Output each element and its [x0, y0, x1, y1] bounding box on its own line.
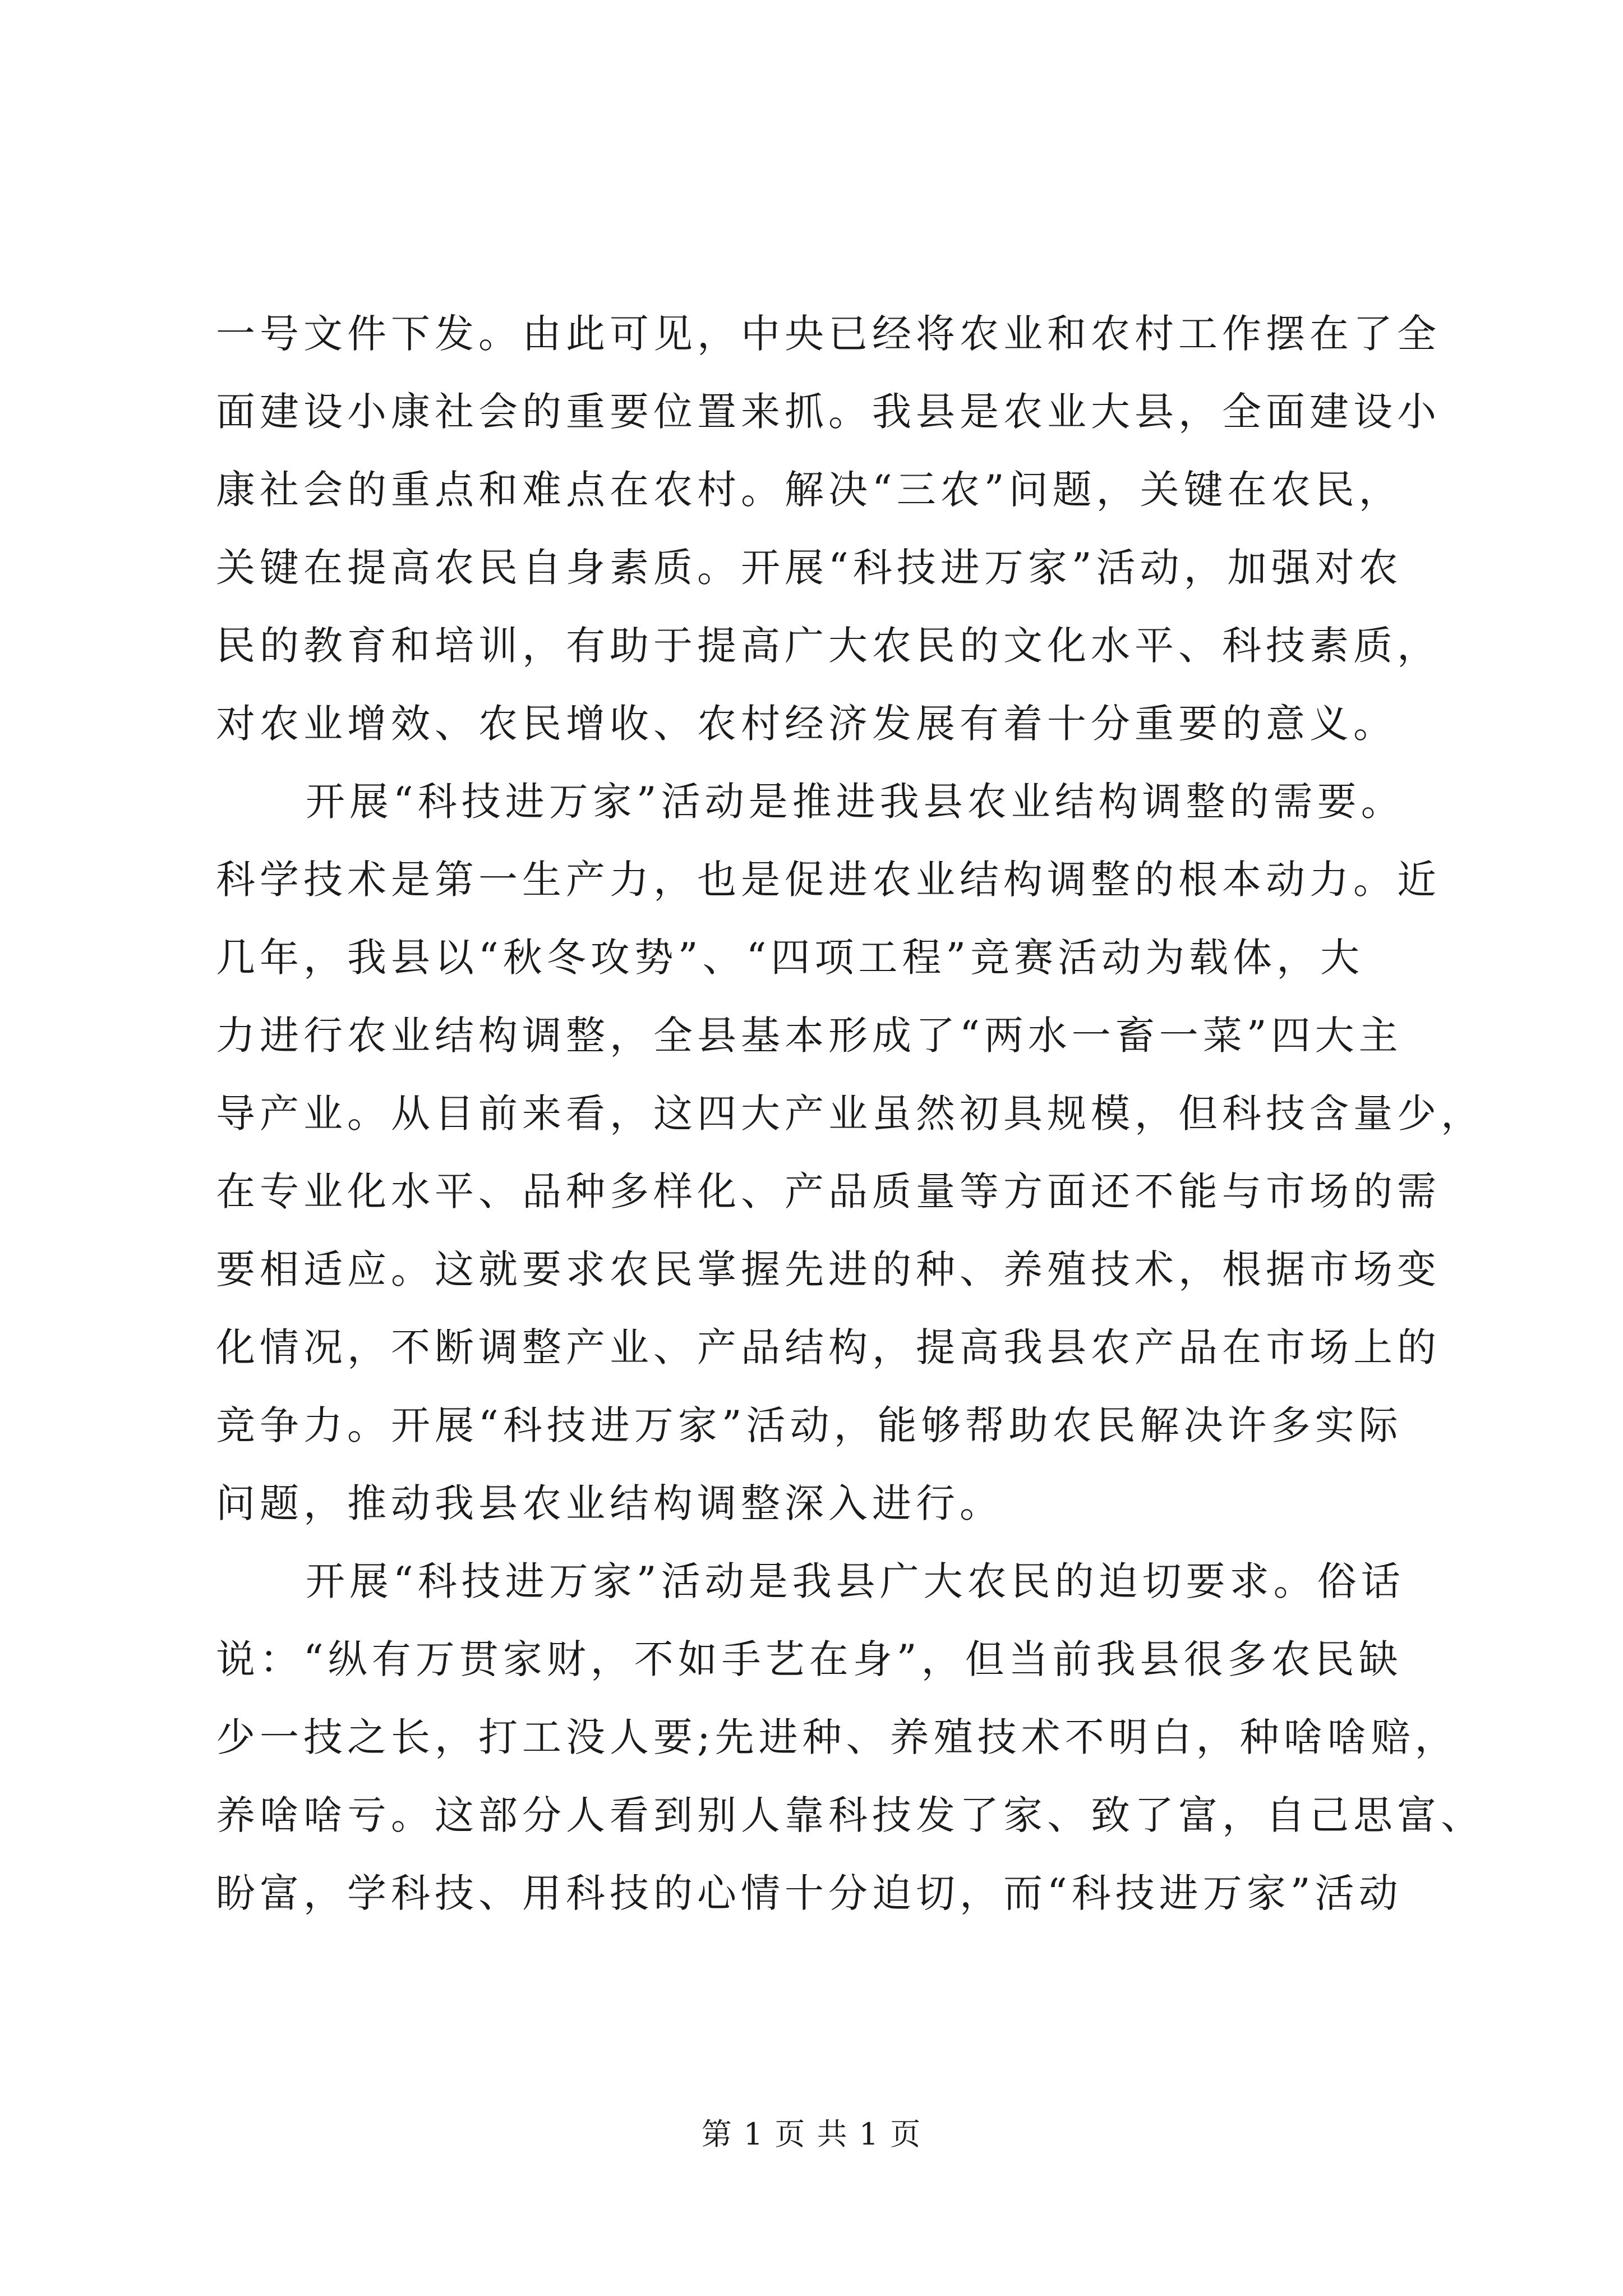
text-line: 养啥啥亏。这部分人看到别人靠科技发了家、致了富，自己思富、 — [216, 1792, 1484, 1838]
text-line: 一号文件下发。由此可见，中央已经将农业和农村工作摆在了全 — [216, 311, 1441, 357]
text-line: 康社会的重点和难点在农村。解决“三农”问题，关键在农民， — [216, 467, 1403, 513]
page-footer — [0, 2115, 1623, 2154]
text-line: 面建设小康社会的重要位置来抓。我县是农业大县，全面建设小 — [216, 389, 1441, 435]
text-line: 要相适应。这就要求农民掌握先进的种、养殖技术，根据市场变 — [216, 1246, 1441, 1292]
text-line: 在专业化水平、品种多样化、产品质量等方面还不能与市场的需 — [216, 1168, 1441, 1214]
text-line: 科学技术是第一生产力，也是促进农业结构调整的根本动力。近 — [216, 857, 1441, 903]
text-line: 几年，我县以“秋冬攻势”、“四项工程”竞赛活动为载体，大 — [216, 935, 1364, 981]
text-line: 化情况，不断调整产业、产品结构，提高我县农产品在市场上的 — [216, 1324, 1441, 1370]
text-line: 少一技之长，打工没人要;先进种、养殖技术不明白，种啥啥赔， — [216, 1714, 1459, 1760]
text-line: 竞争力。开展“科技进万家”活动，能够帮助农民解决许多实际 — [216, 1402, 1403, 1448]
text-line: 问题，推动我县农业结构调整深入进行。 — [216, 1480, 1003, 1526]
text-line: 盼富，学科技、用科技的心情十分迫切，而“科技进万家”活动 — [216, 1870, 1403, 1916]
page-number-label: 第 1 页 共 1 页 — [701, 2116, 922, 2152]
text-line: 民的教育和培训，有助于提高广大农民的文化水平、科技素质， — [216, 623, 1441, 669]
text-line: 对农业增效、农民增收、农村经济发展有着十分重要的意义。 — [216, 701, 1397, 747]
paragraph-first-line: 开展“科技进万家”活动是推进我县农业结构调整的需要。 — [306, 779, 1405, 825]
paragraph-first-line: 开展“科技进万家”活动是我县广大农民的迫切要求。俗话 — [306, 1558, 1405, 1604]
text-line: 导产业。从目前来看，这四大产业虽然初具规模，但科技含量少， — [216, 1091, 1484, 1137]
text-line: 关键在提高农民自身素质。开展“科技进万家”活动，加强对农 — [216, 545, 1403, 591]
text-line: 说：“纵有万贯家财，不如手艺在身”，但当前我县很多农民缺 — [216, 1636, 1403, 1682]
text-line: 力进行农业结构调整，全县基本形成了“两水一畜一菜”四大主 — [216, 1013, 1403, 1059]
